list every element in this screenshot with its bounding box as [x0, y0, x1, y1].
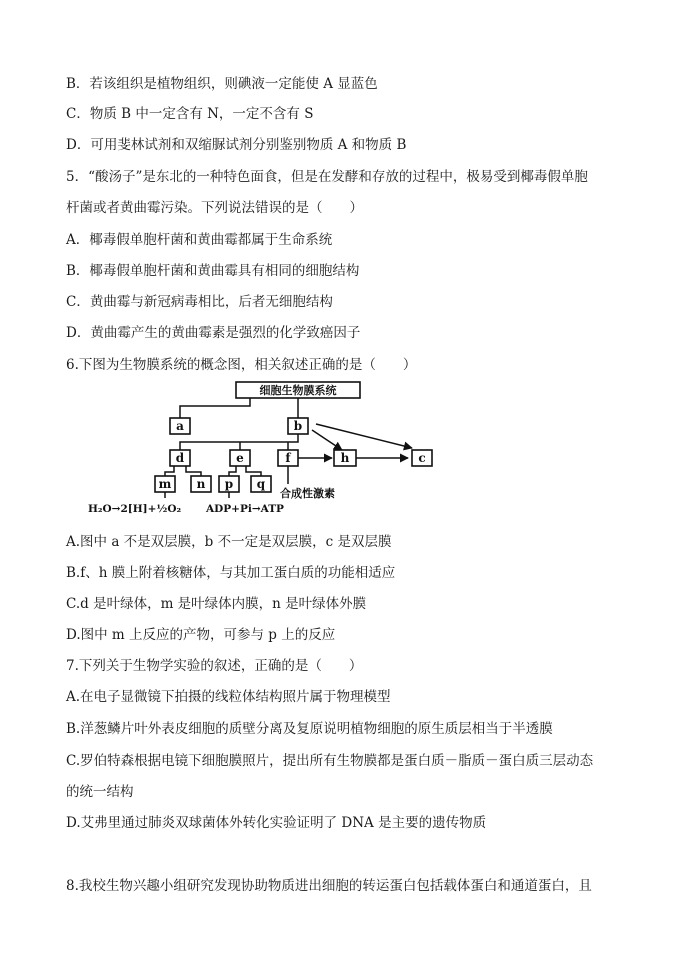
- q4-option-d: D．可用斐林试剂和双缩脲试剂分别鉴别物质 A 和物质 B: [66, 137, 407, 153]
- node-h-text: h: [340, 451, 350, 465]
- q8-stem: 8.我校生物兴趣小组研究发现协助物质进出细胞的转运蛋白包括载体蛋白和通道蛋白，且: [66, 878, 592, 894]
- b-to-h-arrow: [312, 430, 342, 450]
- q6-option-a: A.图中 a 不是双层膜，b 不一定是双层膜，c 是双层膜: [66, 534, 392, 550]
- d-to-n-line: [186, 466, 201, 476]
- e-to-q-line: [246, 466, 261, 476]
- reaction-p-text: ADP+Pi→ATP: [206, 503, 284, 515]
- b-to-d-line: [180, 434, 298, 450]
- q6-stem: 6.下图为生物膜系统的概念图，相关叙述正确的是（ ）: [66, 357, 417, 373]
- node-m-text: m: [158, 477, 172, 491]
- node-b-text: b: [293, 419, 303, 433]
- q7-stem: 7.下列关于生物学实验的叙述，正确的是（ ）: [66, 658, 363, 674]
- node-q-text: q: [256, 477, 266, 491]
- node-p-text: p: [224, 477, 234, 491]
- b-to-c-arrow: [316, 424, 412, 448]
- q7-option-a: A.在电子显微镜下拍摄的线粒体结构照片属于物理模型: [66, 689, 391, 705]
- q6-option-d: D.图中 m 上反应的产物，可参与 p 上的反应: [66, 627, 336, 643]
- node-c-text: c: [418, 451, 426, 465]
- node-a-text: a: [176, 419, 184, 433]
- q7-option-b: B.洋葱鳞片叶外表皮细胞的质壁分离及复原说明植物细胞的原生质层相当于半透膜: [66, 721, 553, 737]
- d-to-m-line: [165, 466, 174, 476]
- node-d-text: d: [175, 451, 185, 465]
- node-e-text: e: [236, 451, 244, 465]
- q5-stem-line1: 5．“酸汤子”是东北的一种特色面食，但是在发酵和存放的过程中，极易受到椰毒假单胞: [66, 169, 588, 185]
- q4-option-b: B．若该组织是植物组织，则碘液一定能使 A 显蓝色: [66, 76, 378, 92]
- q7-option-d: D.艾弗里通过肺炎双球菌体外转化实验证明了 DNA 是主要的遗传物质: [66, 815, 487, 831]
- node-n-text: n: [196, 477, 206, 491]
- title-to-a-line: [180, 398, 250, 418]
- membrane-system-concept-map: [84, 380, 444, 520]
- reaction-m-text: H₂O→2[H]+½O₂: [88, 503, 182, 515]
- q6-option-b: B.f、h 膜上附着核糖体，与其加工蛋白质的功能相适应: [66, 565, 396, 581]
- q7-option-c-line2: 的统一结构: [66, 784, 134, 800]
- q5-option-d: D．黄曲霉产生的黄曲霉素是强烈的化学致癌因子: [66, 325, 361, 341]
- q7-option-c-line1: C.罗伯特森根据电镜下细胞膜照片，提出所有生物膜都是蛋白质－脂质－蛋白质三层动态: [66, 753, 594, 769]
- q5-option-a: A．椰毒假单胞杆菌和黄曲霉都属于生命系统: [66, 232, 333, 248]
- node-f-text: f: [285, 451, 291, 465]
- label-sex-hormone: 合成性激素: [280, 487, 335, 500]
- q4-option-c: C．物质 B 中一定含有 N，一定不含有 S: [66, 106, 314, 122]
- q6-option-c: C.d 是叶绿体，m 是叶绿体内膜，n 是叶绿体外膜: [66, 596, 367, 612]
- title-text: 细胞生物膜系统: [259, 384, 337, 397]
- e-to-p-line: [229, 466, 236, 476]
- q5-stem-line2: 杆菌或者黄曲霉污染。下列说法错误的是（ ）: [66, 200, 363, 216]
- q5-option-c: C．黄曲霉与新冠病毒相比，后者无细胞结构: [66, 294, 333, 310]
- q5-option-b: B．椰毒假单胞杆菌和黄曲霉具有相同的细胞结构: [66, 263, 360, 279]
